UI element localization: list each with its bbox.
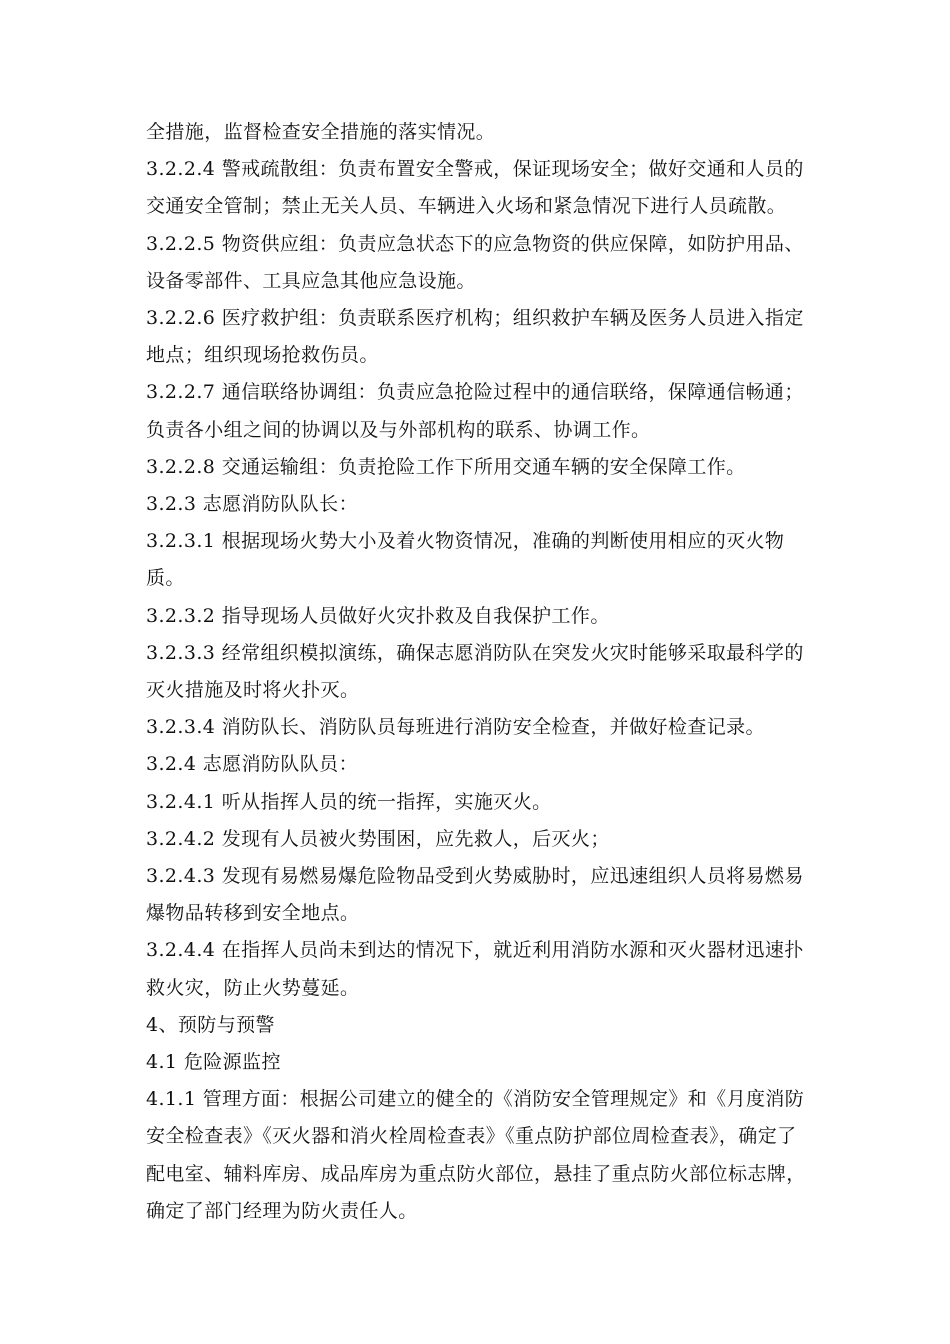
paragraph: 3.2.3.3 经常组织模拟演练，确保志愿消防队在突发火灾时能够采取最科学的灭火措施及时将火扑灭。 bbox=[146, 641, 804, 702]
section-heading: 4、预防与预警 bbox=[146, 1013, 275, 1036]
paragraph: 3.2.3.2 指导现场人员做好火灾扑救及自我保护工作。 bbox=[146, 604, 610, 627]
paragraph: 3.2.2.4 警戒疏散组：负责布置安全警戒，保证现场安全；做好交通和人员的交通安全管制；禁止无关人员、车辆进入火场和紧急情况下进行人员疏散。 bbox=[146, 158, 804, 218]
paragraph: 3.2.2.7 通信联络协调组：负责应急抢险过程中的通信联络，保障通信畅通；负责各小组之间的协调以及与外部机构的联系、协调工作。 bbox=[146, 381, 804, 441]
paragraph: 3.2.4.3 发现有易燃易爆危险物品受到火势威胁时，应迅速组织人员将易燃易爆物品转移到安全地点。 bbox=[146, 865, 804, 925]
section-heading: 3.2.3 志愿消防队队长： bbox=[146, 493, 358, 516]
paragraph: 3.2.4.2 发现有人员被火势围困，应先救人，后灭火； bbox=[146, 827, 610, 850]
paragraph: 3.2.4.1 听从指挥人员的统一指挥，实施灭火。 bbox=[146, 790, 552, 813]
paragraph: 3.2.2.6 医疗救护组：负责联系医疗机构；组织救护车辆及医务人员进入指定地点；组织现场抢救伤员。 bbox=[146, 307, 804, 367]
section-heading: 3.2.4 志愿消防队队员： bbox=[146, 753, 358, 776]
paragraph: 3.2.3.1 根据现场火势大小及着火物资情况，准确的判断使用相应的灭火物质。 bbox=[146, 530, 785, 590]
document-body bbox=[146, 114, 814, 1230]
paragraph: 3.2.2.5 物资供应组：负责应急状态下的应急物资的供应保障，如防护用品、设备零部件、工具应急其他应急设施。 bbox=[146, 232, 804, 292]
paragraph: 3.2.3.4 消防队长、消防队员每班进行消防安全检查，并做好检查记录。 bbox=[146, 716, 765, 739]
paragraph: 4.1.1 管理方面：根据公司建立的健全的《消防安全管理规定》和《月度消防安全检查表》《灭火器和消火栓周检查表》《重点防护部位周检查表》，确定了配电室、辅料库房、成品库房为重点防火部位，悬挂了重点防火部位标志牌，确定了部门经理为防火责任人。 bbox=[146, 1088, 806, 1222]
paragraph: 3.2.4.4 在指挥人员尚未到达的情况下，就近利用消防水源和灭火器材迅速扑救火灾，防止火势蔓延。 bbox=[146, 939, 804, 999]
subsection-heading: 4.1 危险源监控 bbox=[146, 1051, 281, 1074]
paragraph: 全措施，监督检查安全措施的落实情况。 bbox=[146, 121, 496, 143]
paragraph: 3.2.2.8 交通运输组：负责抢险工作下所用交通车辆的安全保障工作。 bbox=[146, 455, 746, 478]
